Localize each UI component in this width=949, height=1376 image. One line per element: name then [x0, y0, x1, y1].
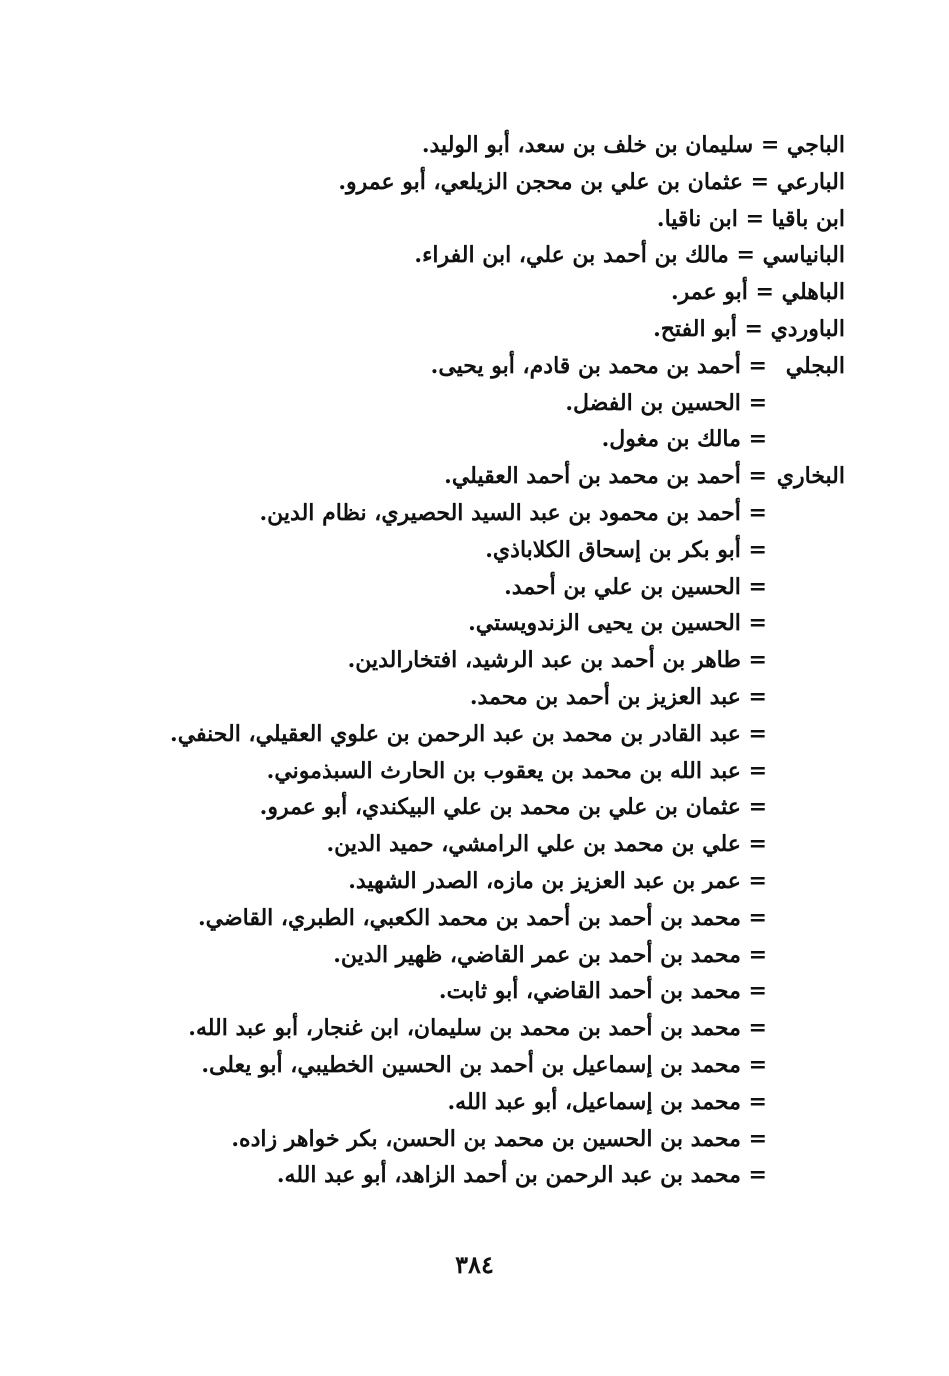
entry-line	[85, 201, 845, 238]
entry-text: = أبو بكر بن إسحاق الكلاباذي.	[485, 536, 767, 563]
entry-line	[85, 569, 845, 606]
entry-line	[85, 900, 845, 937]
entry-text: البانياسي = مالك بن أحمد بن علي، ابن الفراء.	[414, 242, 845, 269]
entry-text: = أحمد بن محمود بن عبد السيد الحصيري، نظام الدين.	[259, 499, 767, 526]
entry-line	[85, 789, 845, 826]
entry-text: = أحمد بن محمد بن قادم، أبو يحيى.	[430, 352, 767, 379]
entry-text: = علي بن محمد بن علي الرامشي، حميد الدين.	[326, 831, 767, 858]
entry-line	[85, 716, 845, 753]
entry-line	[85, 495, 845, 532]
entry-text: = محمد بن إسماعيل بن أحمد بن الحسين الخطيبي، أبو يعلى.	[201, 1051, 767, 1078]
entry-line	[85, 532, 845, 569]
entry-line	[85, 753, 845, 790]
entry-text: ابن باقيا = ابن ناقيا.	[656, 205, 845, 232]
entry-text: = محمد بن أحمد بن محمد بن سليمان، ابن غنجار، أبو عبد الله.	[188, 1015, 767, 1042]
entry-line	[85, 311, 845, 348]
entry-line	[85, 348, 845, 385]
entry-text: = أحمد بن محمد بن أحمد العقيلي.	[444, 463, 767, 490]
entry-text: الباوردي = أبو الفتح.	[653, 315, 845, 342]
entry-text: = محمد بن أحمد بن عمر القاضي، ظهير الدين.	[333, 941, 767, 968]
entry-line	[85, 237, 845, 274]
entry-text: = الحسين بن يحيى الزندويستي.	[468, 610, 767, 637]
entry-text: = عمر بن عبد العزيز بن مازه، الصدر الشهيد.	[348, 867, 767, 894]
entry-text: = عثمان بن علي بن محمد بن علي البيكندي، أبو عمرو.	[259, 794, 767, 821]
entry-text: = محمد بن الحسين بن محمد بن الحسن، بكر خواهر زاده.	[231, 1125, 767, 1152]
entry-line	[85, 1084, 845, 1121]
entry-text: الباهلي = أبو عمر.	[670, 279, 845, 306]
entry-text: = عبد العزيز بن أحمد بن محمد.	[469, 683, 767, 710]
entry-line	[85, 385, 845, 422]
entry-text: = محمد بن أحمد القاضي، أبو ثابت.	[438, 978, 767, 1005]
entry-text: = الحسين بن الفضل.	[565, 389, 767, 416]
nisba-heading: البجلي	[785, 352, 845, 379]
entry-text: = الحسين بن علي بن أحمد.	[504, 573, 767, 600]
entry-line	[85, 164, 845, 201]
entry-text: الباجي = سليمان بن خلف بن سعد، أبو الوليد.	[421, 132, 845, 158]
entry-line	[85, 1010, 845, 1047]
entry-line	[85, 274, 845, 311]
entry-line	[85, 679, 845, 716]
entry-text: = عبد الله بن محمد بن يعقوب بن الحارث السبذموني.	[266, 757, 767, 784]
entry-text: = محمد بن إسماعيل، أبو عبد الله.	[447, 1088, 767, 1115]
entry-line	[85, 1157, 845, 1194]
entry-line	[85, 1047, 845, 1084]
entry-text: = مالك بن مغول.	[601, 426, 767, 453]
entry-line	[85, 973, 845, 1010]
entry-text: = محمد بن عبد الرحمن بن أحمد الزاهد، أبو عبد الله.	[276, 1162, 767, 1189]
entry-line	[85, 605, 845, 642]
entry-line	[85, 826, 845, 863]
entry-line	[85, 863, 845, 900]
entry-text: البارعي = عثمان بن علي بن محجن الزيلعي، أبو عمرو.	[338, 168, 845, 195]
entry-line	[85, 642, 845, 679]
entry-line	[85, 421, 845, 458]
entry-list	[85, 127, 845, 1194]
nisba-heading: البخاري	[776, 463, 845, 490]
entry-line	[85, 937, 845, 974]
entry-line	[85, 458, 845, 495]
entry-line	[85, 1121, 845, 1158]
entry-text: = عبد القادر بن محمد بن عبد الرحمن بن علوي العقيلي، الحنفي.	[170, 720, 767, 747]
entry-text: = محمد بن أحمد بن أحمد بن محمد الكعبي، الطبري، القاضي.	[197, 904, 767, 931]
entry-line	[85, 127, 845, 164]
page-number: ٣٨٤	[455, 1250, 494, 1279]
entry-text: = طاهر بن أحمد بن عبد الرشيد، افتخارالدين.	[347, 647, 767, 674]
